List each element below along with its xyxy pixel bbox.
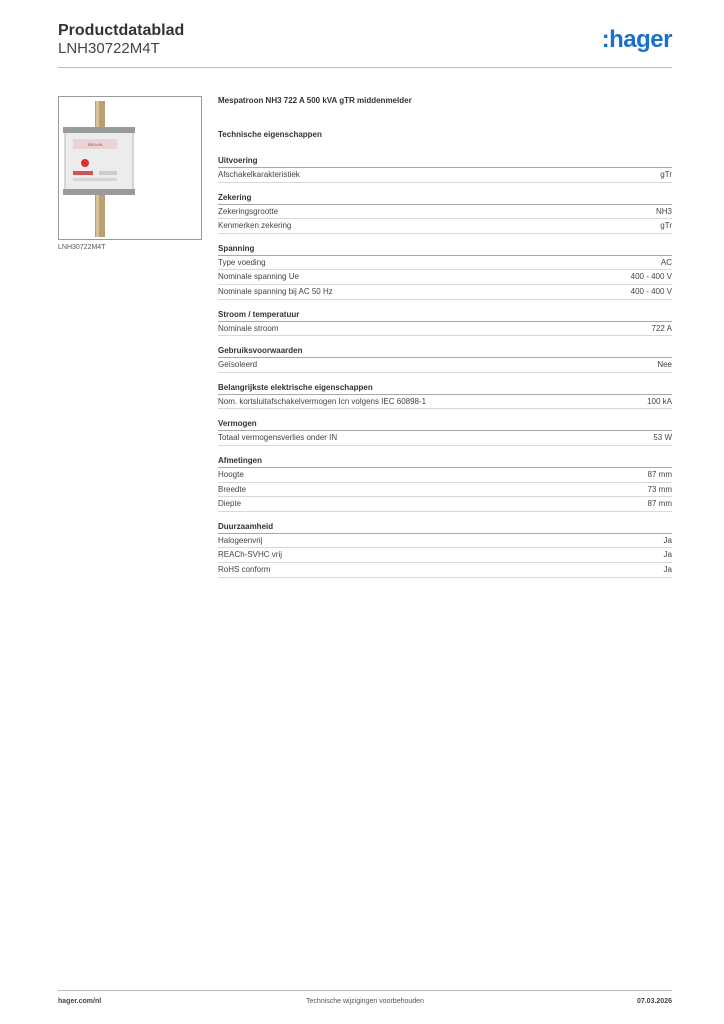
document-date: 07.03.2026 <box>636 998 672 1005</box>
property-row <box>218 219 672 234</box>
property-section <box>218 382 672 410</box>
property-section <box>218 309 672 337</box>
property-section <box>218 521 672 578</box>
section-title: Spanning <box>218 243 672 256</box>
website-link[interactable]: hager.com/nl <box>58 998 102 1005</box>
property-label: Diepte <box>218 499 242 509</box>
hager-logo: :hager <box>601 26 672 53</box>
section-title: Vermogen <box>218 418 672 431</box>
property-value: 400 - 400 V <box>630 272 672 282</box>
property-value: gTr <box>660 221 672 231</box>
property-value: Ja <box>663 550 672 560</box>
property-row <box>218 431 672 446</box>
property-sections <box>218 155 672 587</box>
property-value: Nee <box>657 360 672 370</box>
property-label: Geïsoleerd <box>218 360 258 370</box>
property-section <box>218 418 672 446</box>
property-section <box>218 155 672 183</box>
property-label: REACh-SVHC vrij <box>218 550 283 560</box>
property-row <box>218 483 672 498</box>
property-value: NH3 <box>655 206 672 216</box>
property-label: Nom. kortsluitafschakelvermogen Icn volgens IEC 60898-1 <box>218 396 427 406</box>
section-title: Zekering <box>218 192 672 205</box>
fuse-label: 500 kVA <box>87 142 103 147</box>
property-row <box>218 322 672 337</box>
section-title: Afmetingen <box>218 455 672 468</box>
property-label: Hoogte <box>218 469 244 479</box>
property-value: Ja <box>663 535 672 545</box>
property-label: Zekeringsgrootte <box>218 206 279 216</box>
product-image <box>58 96 202 240</box>
property-value: 73 mm <box>647 484 672 494</box>
property-section <box>218 455 672 512</box>
property-row <box>218 534 672 549</box>
property-value: 722 A <box>651 323 672 333</box>
product-description: Mespatroon NH3 722 A 500 kVA gTR middenmelder <box>218 96 412 105</box>
property-label: Kenmerken zekering <box>218 221 292 231</box>
property-value: 100 kA <box>647 396 672 406</box>
property-label: Nominale spanning bij AC 50 Hz <box>218 286 333 296</box>
property-section <box>218 345 672 373</box>
section-title: Duurzaamheid <box>218 521 672 534</box>
property-label: Halogeenvrij <box>218 535 263 545</box>
header-divider <box>58 67 672 68</box>
image-caption: LNH30722M4T <box>58 244 106 251</box>
property-row <box>218 563 672 578</box>
property-value: 87 mm <box>647 499 672 509</box>
disclaimer-text: Technische wijzigingen voorbehouden <box>306 998 424 1005</box>
property-section <box>218 243 672 300</box>
property-section <box>218 192 672 234</box>
property-label: RoHS conform <box>218 564 271 574</box>
property-row <box>218 497 672 512</box>
section-title: Gebruiksvoorwaarden <box>218 345 672 358</box>
property-value: Ja <box>663 564 672 574</box>
property-label: Afschakelkarakteristiek <box>218 170 300 179</box>
technical-properties-heading: Technische eigenschappen <box>218 130 322 139</box>
property-row <box>218 285 672 300</box>
property-row <box>218 358 672 373</box>
property-row <box>218 205 672 220</box>
property-label: Breedte <box>218 484 247 494</box>
document-title: Productdatablad <box>58 22 185 39</box>
section-title: Belangrijkste elektrische eigenschappen <box>218 382 672 395</box>
section-title: Stroom / temperatuur <box>218 309 672 322</box>
property-label: Nominale stroom <box>218 323 279 333</box>
property-row <box>218 468 672 483</box>
property-value: AC <box>660 257 672 267</box>
property-label: Type voeding <box>218 257 266 267</box>
property-row <box>218 395 672 410</box>
property-value: gTr <box>660 170 672 179</box>
property-row <box>218 548 672 563</box>
property-row <box>218 168 672 183</box>
property-row <box>218 270 672 285</box>
property-value: 400 - 400 V <box>630 286 672 296</box>
property-value: 87 mm <box>647 469 672 479</box>
property-label: Totaal vermogensverlies onder IN <box>218 433 338 443</box>
property-label: Nominale spanning Ue <box>218 272 299 282</box>
property-row <box>218 256 672 271</box>
page-header <box>58 20 672 68</box>
section-title: Uitvoering <box>218 155 672 168</box>
footer-divider <box>58 990 672 991</box>
page-footer <box>58 998 672 1010</box>
product-code: LNH30722M4T <box>58 40 160 57</box>
fuse-illustration <box>59 97 201 239</box>
property-value: 53 W <box>653 433 672 443</box>
